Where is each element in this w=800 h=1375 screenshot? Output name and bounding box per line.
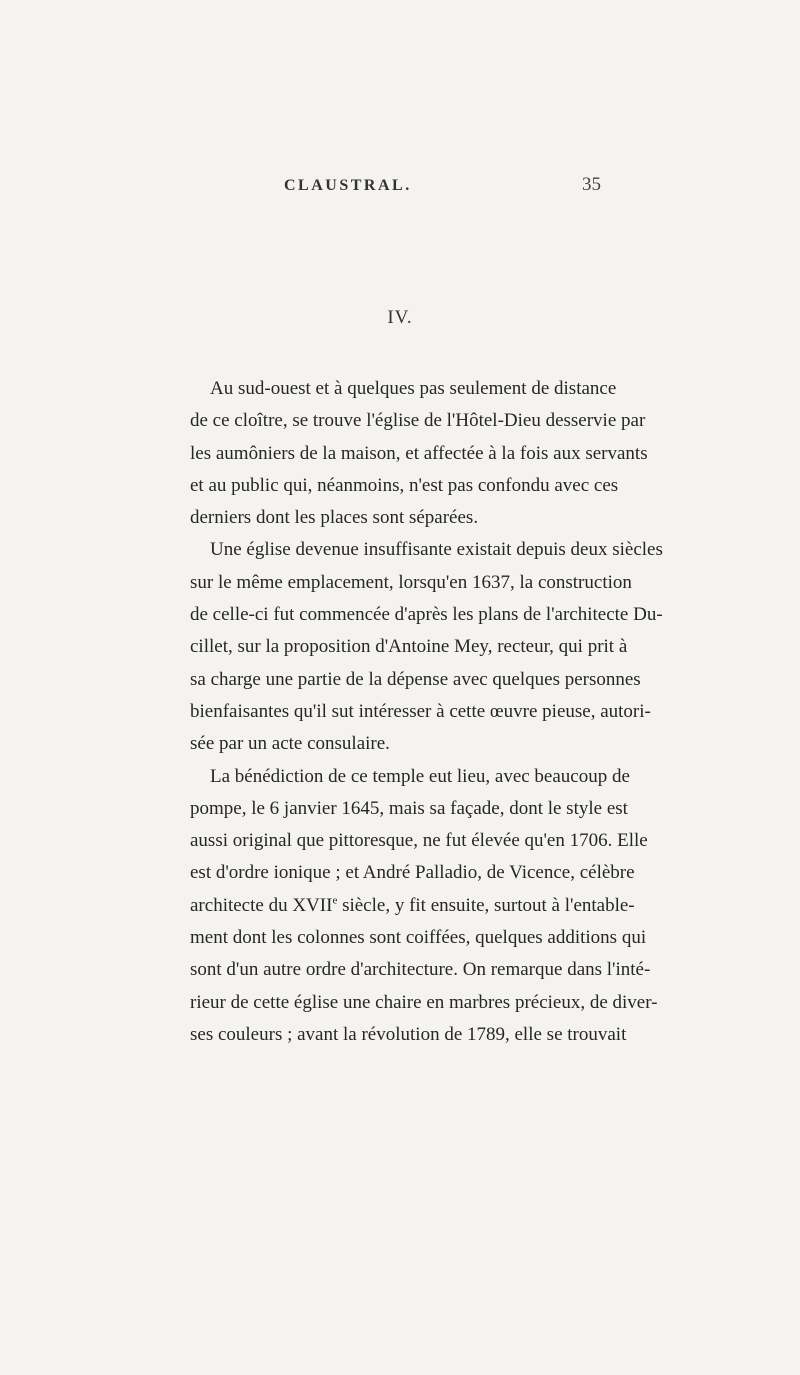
text-line: est d'ordre ionique ; et André Palladio, de Vicence, célèbre <box>190 862 635 884</box>
paragraph-2 <box>190 534 663 760</box>
text-line: sur le même emplacement, lorsqu'en 1637, la construction <box>190 571 632 593</box>
text-line: les aumôniers de la maison, et affectée à la fois aux servants <box>190 442 648 464</box>
text-line <box>190 890 635 922</box>
text-line: pompe, le 6 janvier 1645, mais sa façade, dont le style est <box>190 797 628 819</box>
text-line: La bénédiction de ce temple eut lieu, avec beaucoup de <box>210 765 630 787</box>
section-heading: IV. <box>387 307 413 328</box>
text-line: ses couleurs ; avant la révolution de 1789, elle se trouvait <box>190 1023 627 1045</box>
text-line: aussi original que pittoresque, ne fut élevée qu'en 1706. Elle <box>190 830 648 852</box>
text-line: de celle-ci fut commencée d'après les plans de l'architecte Du- <box>190 604 663 626</box>
text-line: et au public qui, néanmoins, n'est pas confondu avec ces <box>190 474 619 496</box>
text-fragment: siècle, y fit ensuite, surtout à l'entable- <box>337 894 635 916</box>
text-line: Au sud-ouest et à quelques pas seulement de distance <box>210 378 617 399</box>
text-line: de ce cloître, se trouve l'église de l'Hôtel-Dieu desservie par <box>190 410 646 432</box>
text-line: Une église devenue insuffisante existait depuis deux siècles <box>210 539 663 561</box>
text-line: sa charge une partie de la dépense avec quelques personnes <box>190 668 641 690</box>
body-text <box>190 373 663 1051</box>
paragraph-3 <box>190 761 658 1052</box>
text-line: cillet, sur la proposition d'Antoine Mey, recteur, qui prit à <box>190 636 628 658</box>
text-line: rieur de cette église une chaire en marbres précieux, de diver- <box>190 991 658 1013</box>
running-title: CLAUSTRAL. <box>284 177 412 194</box>
running-head <box>0 174 800 201</box>
text-line: sée par un acte consulaire. <box>190 733 390 755</box>
paragraph-1 <box>190 373 648 534</box>
text-line: sont d'un autre ordre d'architecture. On remarque dans l'inté- <box>190 959 651 981</box>
text-fragment: architecte du XVII <box>190 894 333 916</box>
text-line: derniers dont les places sont séparées. <box>190 507 479 529</box>
superscript: e <box>332 894 338 907</box>
text-line: bienfaisantes qu'il sut intéresser à cette œuvre pieuse, autori- <box>190 700 651 722</box>
page-number: 35 <box>582 174 601 195</box>
text-line: ment dont les colonnes sont coiffées, quelques additions qui <box>190 927 647 949</box>
